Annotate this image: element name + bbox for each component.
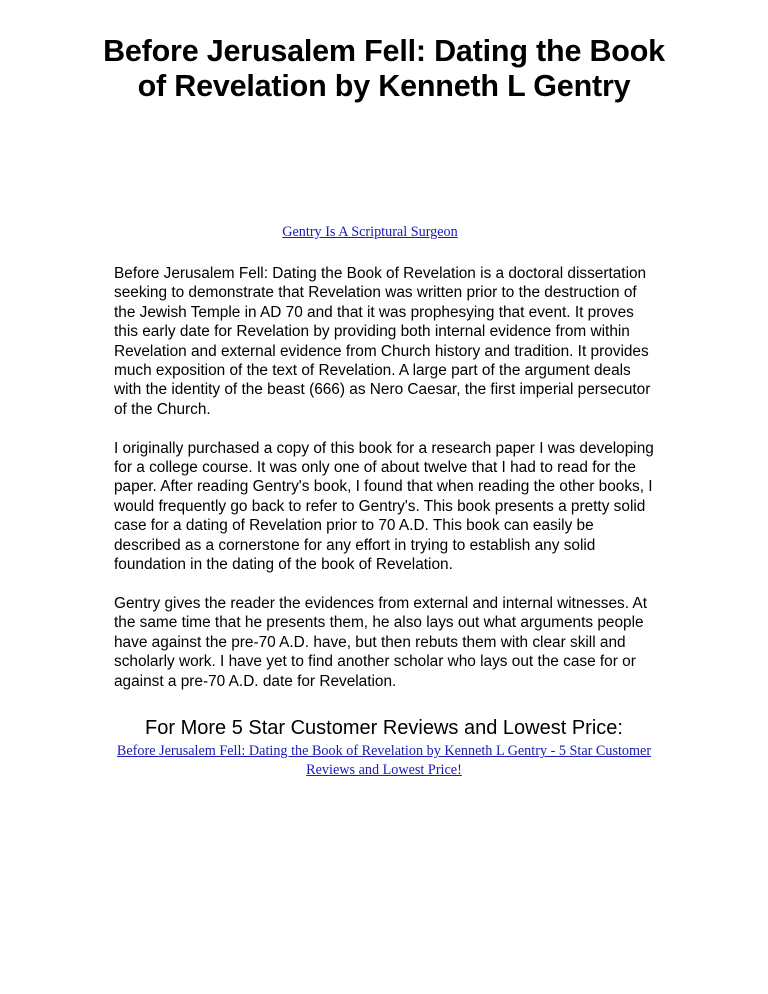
reviews-price-link[interactable]: Before Jerusalem Fell: Dating the Book of Revelation by Kenneth L Gentry - 5 Star Customer Reviews and Lowest Price!: [116, 743, 652, 778]
scriptural-surgeon-link[interactable]: Gentry Is A Scriptural Surgeon: [282, 224, 458, 240]
subtitle-link-container: [0, 223, 740, 241]
paragraph-3: Gentry gives the reader the evidences from external and internal witnesses. At the same time that he presents them, he also lays out what arguments people have against the pre-70 A.D. have, but then rebuts them with clear skill and scholarly work. I have yet to find another scholar who lays out the case for or against a pre-70 A.D. date for Revelation.: [114, 594, 647, 690]
review-body: [114, 264, 662, 710]
cta-link-container: [110, 742, 658, 779]
page-title: Before Jerusalem Fell: Dating the Book of Revelation by Kenneth L Gentry: [103, 34, 665, 103]
paragraph-1: Before Jerusalem Fell: Dating the Book of Revelation is a doctoral dissertation seeking to demonstrate that Revelation was written prior to the destruction of the Jewish Temple in AD 70 and that it was prophesying that event. It proves this early date for Revelation by providing both internal evidence from within Revelation and external evidence from Church history and tradition. It provides much exposition of the text of Revelation. A large part of the argument deals with the identity of the beast (666) as Nero Caesar, the first imperial persecutor of the Church.: [114, 265, 651, 418]
cta-heading: For More 5 Star Customer Reviews and Lowest Price:: [145, 717, 623, 739]
paragraph-2: I originally purchased a copy of this book for a research paper I was developing for a college course. It was only one of about twelve that I had to read for the paper. After reading Gentry's book, I found that when reading the other books, I would frequently go back to refer to Gentry's. This book presents a pretty solid case for a dating of Revelation prior to 70 A.D. This book can easily be described as a cornerstone for any effort in trying to establish any solid foundation in the dating of the book of Revelation.: [114, 439, 654, 574]
